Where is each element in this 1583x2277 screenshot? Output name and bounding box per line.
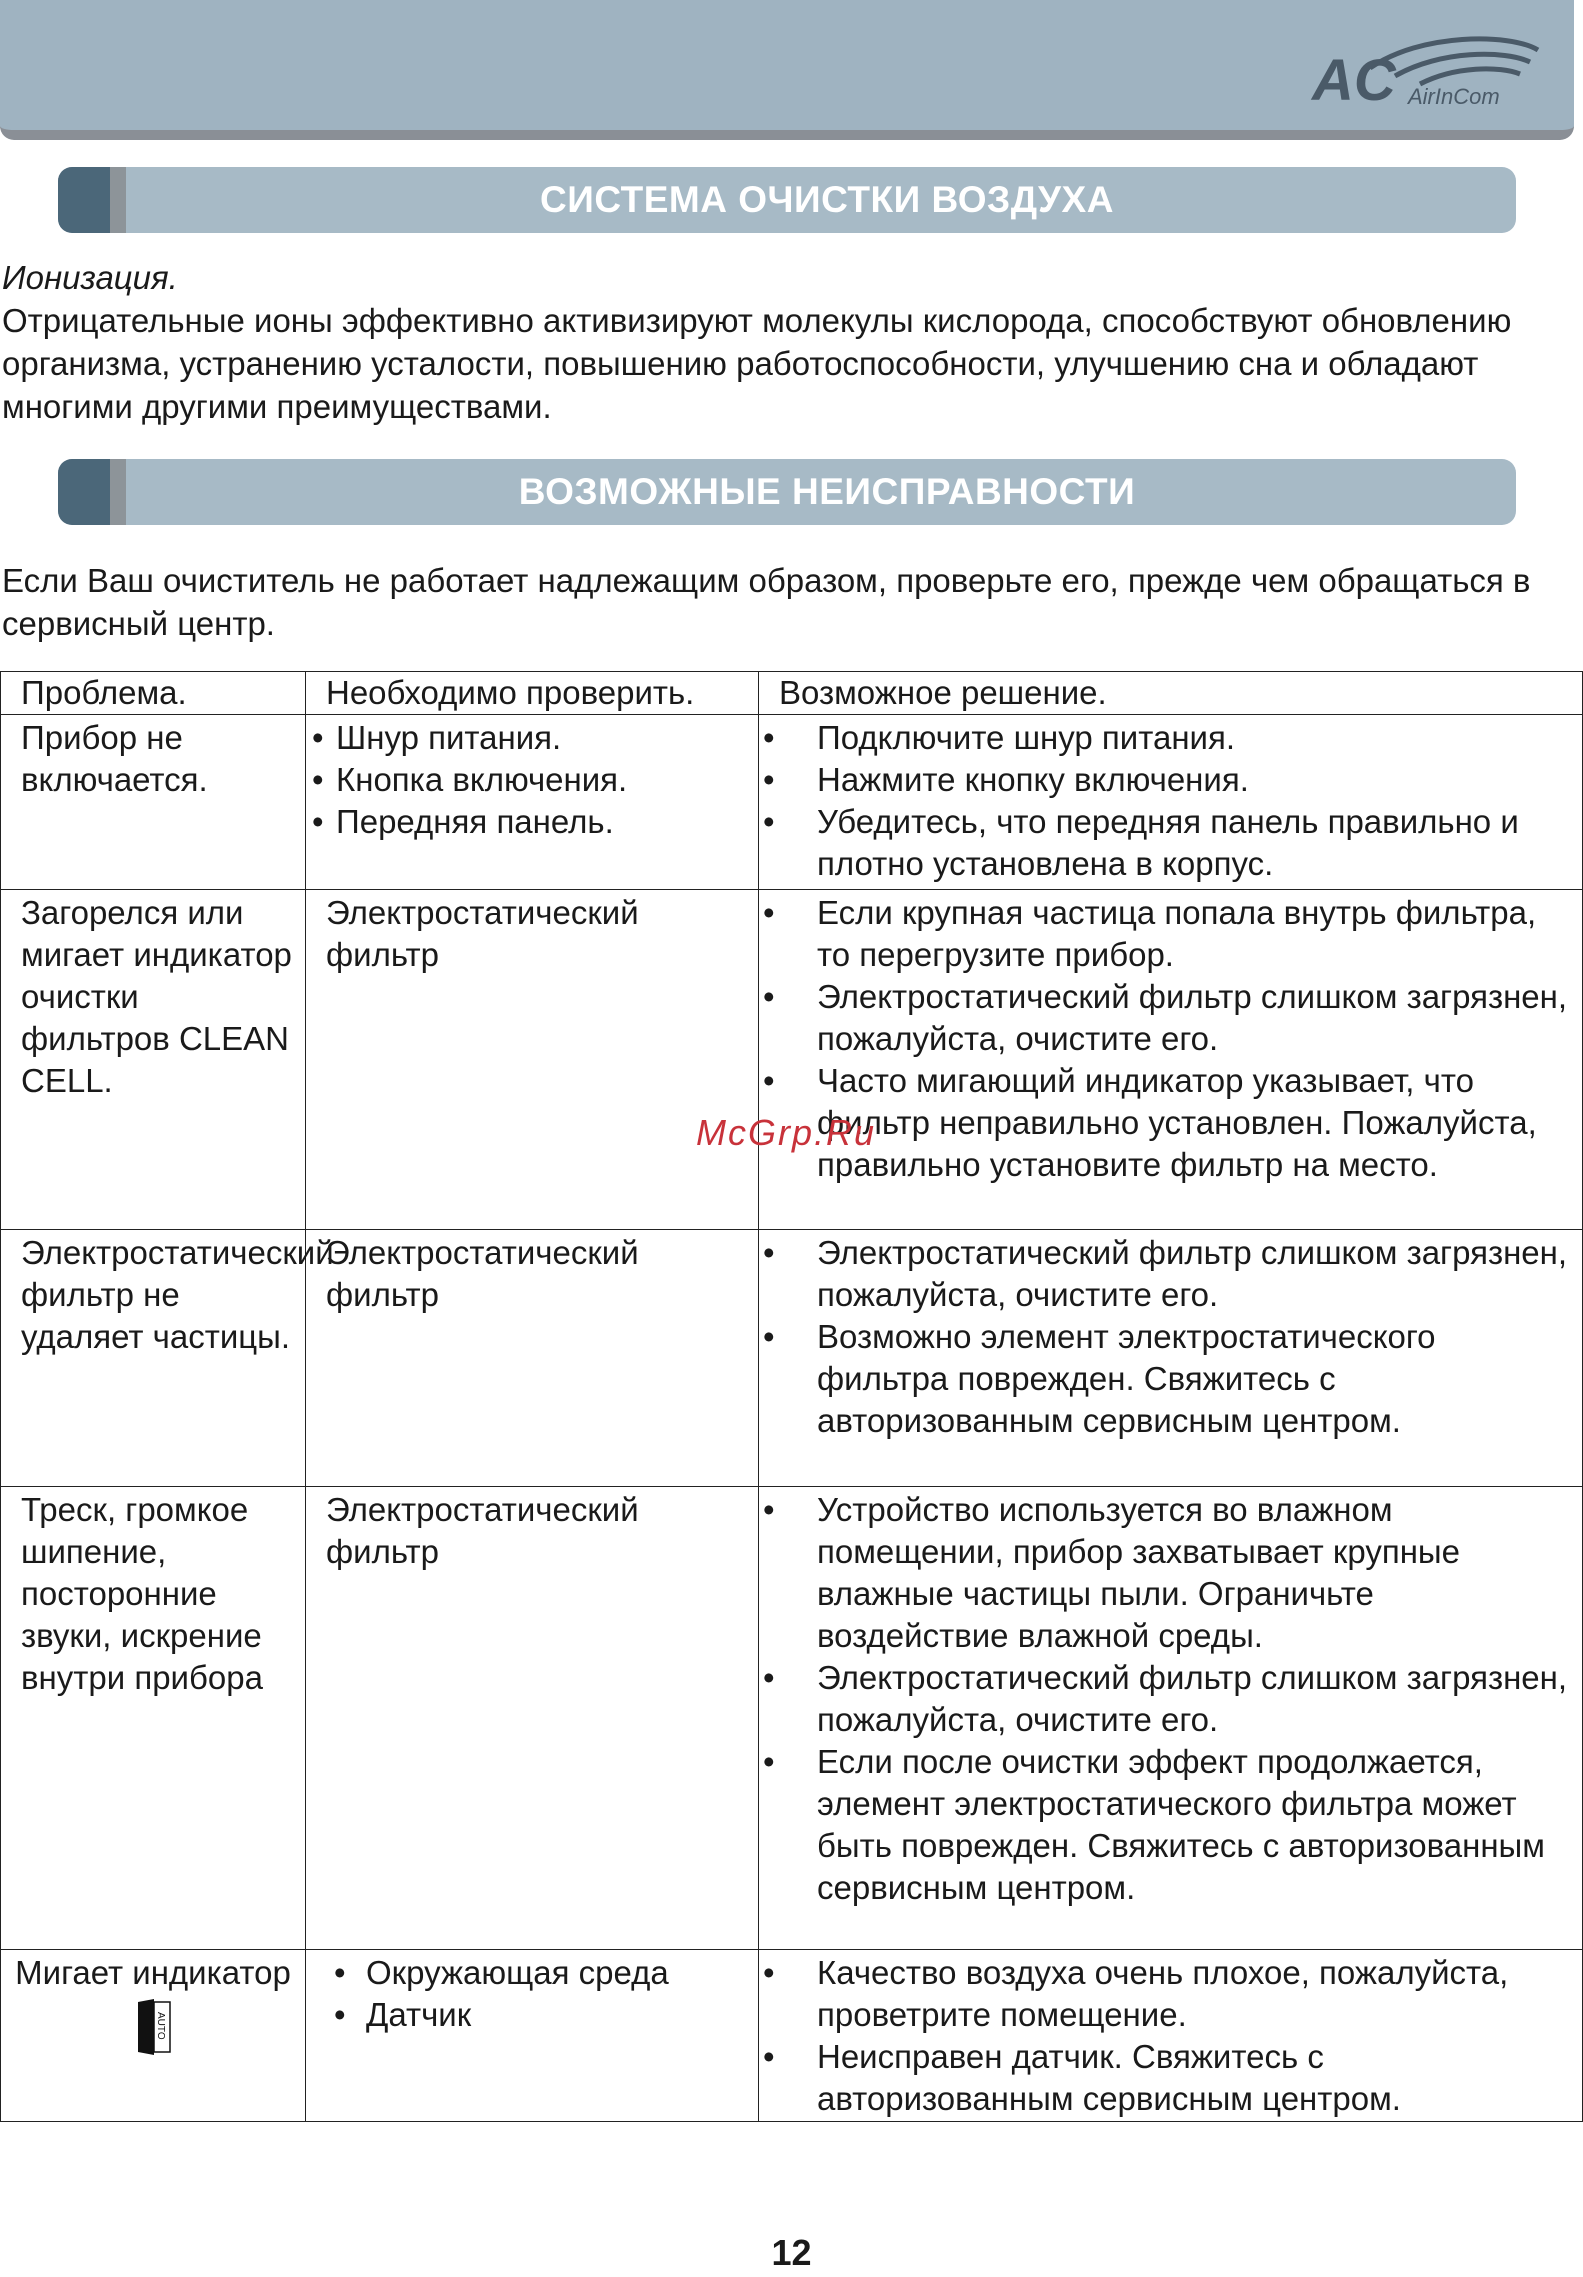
ionization-text: Отрицательные ионы эффективно активизируют молекулы кислорода, способствуют обновлению организма, устранению усталости, повышению работоспособности, улучшению сна и обладают многими другими преимуществами. [2, 302, 1512, 425]
logo-mark-text: AC [1312, 48, 1396, 113]
section-title: ВОЗМОЖНЫЕ НЕИСПРАВНОСТИ [518, 471, 1136, 512]
solution-item: • Если после очистки эффект продолжается, элемент электростатического фильтра может быть поврежден. Свяжитесь с авторизованным сервисным центром. [779, 1741, 1572, 1909]
check-item: • Передняя панель. [326, 801, 748, 843]
troubleshooting-table [0, 671, 1583, 2122]
header-problem: Проблема. [1, 672, 306, 715]
solution-item: • Нажмите кнопку включения. [779, 759, 1572, 801]
table-header-row [1, 672, 1583, 715]
check-item: • Окружающая среда [326, 1952, 748, 1994]
problem-text: Мигает индикатор [15, 1954, 291, 1991]
auto-indicator-icon [132, 1998, 174, 2056]
solution-item: • Возможно элемент электростатического фильтра поврежден. Свяжитесь с авторизованным сервисным центром. [779, 1316, 1572, 1442]
check-item: • Кнопка включения. [326, 759, 748, 801]
table-row [1, 1230, 1583, 1487]
header-check: Необходимо проверить. [306, 672, 759, 715]
solution-item: • Электростатический фильтр слишком загрязнен, пожалуйста, очистите его. [779, 1232, 1572, 1316]
table-row [1, 1487, 1583, 1950]
section-tab-accent [58, 459, 110, 525]
check-item: • Шнур питания. [326, 717, 748, 759]
problem-cell: Электростатический фильтр не удаляет частицы. [1, 1230, 306, 1487]
table-row [1, 715, 1583, 890]
check-cell [306, 1950, 759, 2122]
intro-paragraph: Если Ваш очиститель не работает надлежащим образом, проверьте его, прежде чем обращаться в сервисный центр. [2, 562, 1531, 642]
solution-item: • Неисправен датчик. Свяжитесь с авторизованным сервисным центром. [779, 2036, 1572, 2120]
solution-item: • Часто мигающий индикатор указывает, что фильтр неправильно установлен. Пожалуйста, правильно установите фильтр на место. [779, 1060, 1572, 1186]
solution-item: • Электростатический фильтр слишком загрязнен, пожалуйста, очистите его. [779, 976, 1572, 1060]
solution-cell [759, 1487, 1583, 1950]
section-tab-accent-secondary [110, 167, 126, 233]
table-row [1, 1950, 1583, 2122]
ionization-heading: Ионизация. [2, 259, 178, 296]
solution-item: • Устройство используется во влажном помещении, прибор захватывает крупные влажные частицы пыли. Ограничьте воздействие влажной среды. [779, 1489, 1572, 1657]
solution-cell [759, 715, 1583, 890]
check-cell: Электростатический фильтр [306, 1230, 759, 1487]
problem-cell: Прибор не включается. [1, 715, 306, 890]
ionization-paragraph [2, 256, 1572, 428]
check-item: • Датчик [326, 1994, 748, 2036]
airincom-logo [1310, 28, 1540, 118]
header-band [0, 0, 1574, 140]
solution-item: • Электростатический фильтр слишком загрязнен, пожалуйста, очистите его. [779, 1657, 1572, 1741]
solution-item: • Убедитесь, что передняя панель правильно и плотно установлена в корпус. [779, 801, 1572, 885]
solution-item: • Если крупная частица попала внутрь фильтра, то перегрузите прибор. [779, 892, 1572, 976]
solution-cell [759, 1950, 1583, 2122]
page-number: 12 [771, 2232, 812, 2273]
solution-cell [759, 1230, 1583, 1487]
auto-icon-label: AUTO [155, 2012, 166, 2040]
watermark-text: McGrp.Ru [696, 1112, 877, 1153]
table-row [1, 890, 1583, 1230]
solution-item: • Качество воздуха очень плохое, пожалуйста, проветрите помещение. [779, 1952, 1572, 2036]
solution-item: • Подключите шнур питания. [779, 717, 1572, 759]
logo-brand-text: AirInCom [1408, 84, 1500, 109]
check-cell: Электростатический фильтр [306, 1487, 759, 1950]
check-cell [306, 715, 759, 890]
header-solution: Возможное решение. [759, 672, 1583, 715]
section-title: СИСТЕМА ОЧИСТКИ ВОЗДУХА [540, 179, 1114, 220]
problem-cell: Загорелся или мигает индикатор очистки фильтров CLEAN CELL. [1, 890, 306, 1230]
solution-cell [759, 890, 1583, 1230]
section-bar-malfunctions [58, 459, 1516, 525]
check-cell: Электростатический фильтр [306, 890, 759, 1230]
problem-cell: Треск, громкое шипение, посторонние звуки, искрение внутри прибора [1, 1487, 306, 1950]
section-bar-air-cleaning [58, 167, 1516, 233]
section-tab-accent-secondary [110, 459, 126, 525]
airincom-logo-icon [1310, 28, 1540, 118]
section-tab-accent [58, 167, 110, 233]
problem-cell [1, 1950, 306, 2122]
